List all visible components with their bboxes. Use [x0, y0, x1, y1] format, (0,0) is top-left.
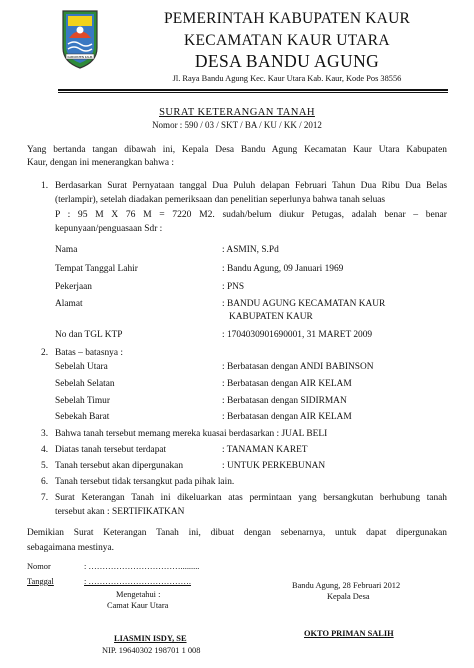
- item-3-number: 3.: [41, 429, 49, 439]
- item-4-value: : TANAMAN KARET: [222, 445, 308, 455]
- field-value-name: : ASMIN, S.Pd: [222, 245, 279, 255]
- document-title: SURAT KETERANGAN TANAH: [159, 107, 315, 118]
- footer-place-date: Bandu Agung, 28 Februari 2012: [292, 581, 401, 590]
- border-value-south: : Berbatasan dengan AIR KELAM: [222, 379, 352, 389]
- item-1-line-2: (terlampir), setelah diadakan pemeriksaan dan penelitian seperlunya bahwa tanah seluas: [55, 195, 386, 205]
- field-value-occupation: : PNS: [222, 282, 245, 292]
- item-1-line-4: kepunyaan/penguasaan Sdr :: [55, 224, 163, 234]
- intro-line-1: Yang bertanda tangan dibawah ini, Kepala Desa Bandu Agung Kecamatan Kaur Utara Kabupaten: [27, 145, 447, 155]
- footer-kepala-desa: Kepala Desa: [327, 592, 370, 601]
- document-number: Nomor : 590 / 03 / SKT / BA / KU / KK / 2012: [152, 120, 322, 130]
- field-value-address: : BANDU AGUNG KECAMATAN KAUR: [222, 299, 386, 309]
- border-label-south: Sebelah Selatan: [55, 379, 115, 389]
- field-label-address: Alamat: [55, 299, 83, 309]
- item-2-number: 2.: [41, 348, 49, 358]
- regency-emblem-logo: [60, 8, 100, 70]
- camat-nip: NIP. 19640302 198701 1 008: [102, 646, 201, 655]
- border-value-east: : Berbatasan dengan SIDIRMAN: [222, 396, 347, 406]
- field-value-ktp: : 1704030901690001, 31 MARET 2009: [222, 330, 373, 340]
- item-2-label: Batas – batasnya :: [55, 348, 123, 358]
- office-address: Jl. Raya Bandu Agung Kec. Kaur Utara Kab. Kaur, Kode Pos 38556: [172, 74, 402, 83]
- emblem-ribbon-text: KABUPATEN KAUR: [67, 55, 93, 59]
- camat-signatory-name: LIASMIN ISDY, SE: [114, 634, 187, 643]
- item-5-value: : UNTUK PERKEBUNAN: [222, 461, 326, 471]
- border-label-west: Sebekah Barat: [55, 412, 110, 422]
- border-value-north: : Berbatasan dengan ANDI BABINSON: [222, 362, 374, 372]
- village-name: DESA BANDU AGUNG: [194, 51, 380, 71]
- header-rule-thin: [58, 92, 448, 93]
- item-4-label: Diatas tanah tersebut terdapat: [55, 445, 167, 455]
- item-4-number: 4.: [41, 445, 49, 455]
- intro-line-2: Kaur, dengan ini menerangkan bahwa :: [27, 158, 174, 168]
- district-name: KECAMATAN KAUR UTARA: [184, 32, 390, 49]
- footer-tanggal-value: : ……………………………….: [84, 577, 192, 586]
- item-3-text: Bahwa tanah tersebut memang mereka kuasai berdasarkan : JUAL BELI: [55, 429, 328, 439]
- footer-tanggal-label: Tanggal: [27, 577, 54, 586]
- border-value-west: : Berbatasan dengan AIR KELAM: [222, 412, 352, 422]
- field-label-birth: Tempat Tanggal Lahir: [55, 264, 138, 274]
- item-1-line-3: P : 95 M X 76 M = 7220 M2. sudah/belum diukur Petugas, adalah benar – benar: [55, 209, 447, 220]
- footer-nomor-value: : …………………………….........: [84, 562, 200, 571]
- border-label-north: Sebelah Utara: [55, 362, 108, 372]
- field-label-occupation: Pekerjaan: [55, 282, 92, 292]
- closing-line-1: Demikian Surat Keterangan Tanah ini, dibuat dengan sebenarnya, untuk dapat dipergunakan: [27, 528, 447, 538]
- item-5-number: 5.: [41, 461, 49, 471]
- item-6-number: 6.: [41, 477, 49, 487]
- item-1-line-1: Berdasarkan Surat Pernyataan tanggal Dua Puluh delapan Februari Tahun Dua Ribu Dua Belas: [55, 181, 447, 191]
- item-1-number: 1.: [41, 181, 49, 191]
- field-value-birth: : Bandu Agung, 09 Januari 1969: [222, 264, 344, 274]
- header-rule-thick: [58, 89, 448, 91]
- item-7-number: 7.: [41, 493, 49, 503]
- footer-nomor-label: Nomor: [27, 562, 51, 571]
- government-name: PEMERINTAH KABUPATEN KAUR: [163, 10, 411, 27]
- field-label-ktp: No dan TGL KTP: [55, 330, 123, 340]
- field-label-name: Nama: [55, 245, 78, 255]
- closing-line-2: sebagaimana mestinya.: [27, 543, 114, 553]
- field-value-address-2: KABUPATEN KAUR: [229, 312, 313, 322]
- footer-camat-title: Camat Kaur Utara: [107, 601, 169, 610]
- border-label-east: Sebelah Timur: [55, 396, 110, 406]
- footer-mengetahui: Mengetahui :: [116, 590, 161, 599]
- item-7-line-1: Surat Keterangan Tanah ini dikeluarkan atas permintaan yang bersangkutan berhubung tanah: [55, 493, 447, 503]
- item-7-line-2: tersebut akan : SERTIFIKATKAN: [55, 507, 185, 517]
- item-5-label: Tanah tersebut akan dipergunakan: [55, 461, 184, 471]
- item-6-text: Tanah tersebut tidak tersangkut pada pihak lain.: [55, 477, 235, 487]
- kades-signatory-name: OKTO PRIMAN SALIH: [304, 629, 394, 638]
